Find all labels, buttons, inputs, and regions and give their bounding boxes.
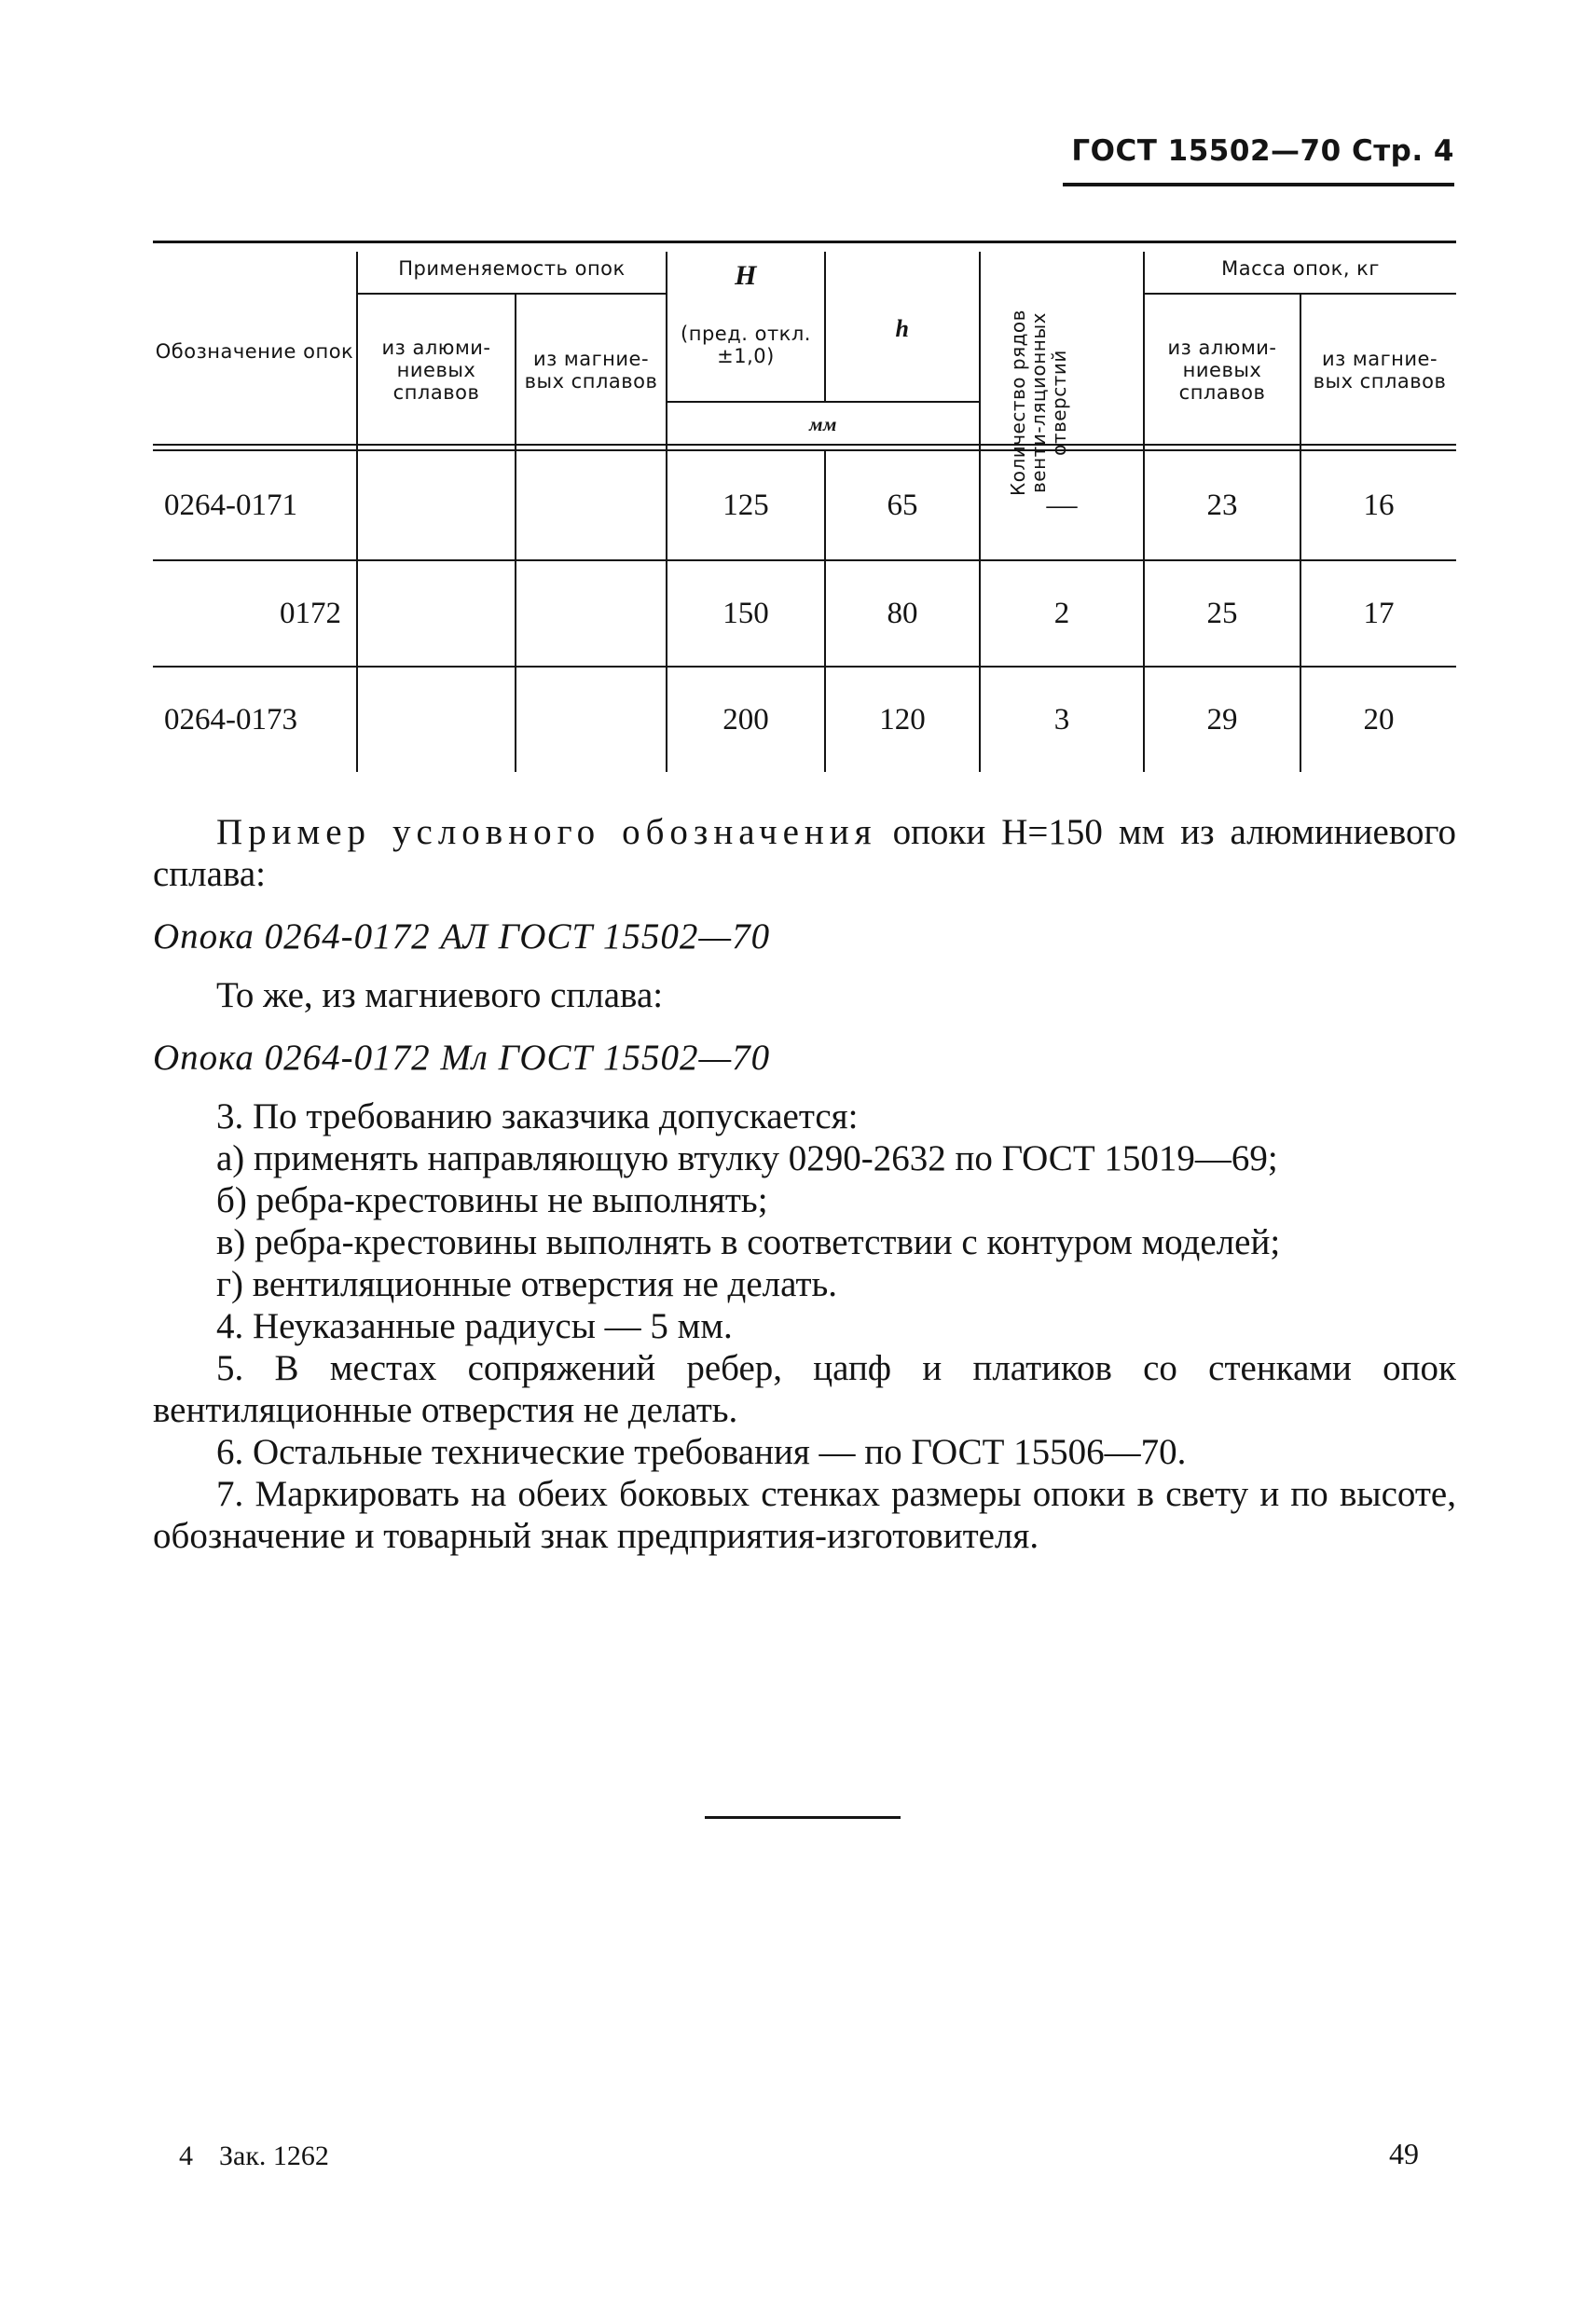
row-2-H: 150 [722, 596, 769, 630]
row-3-designation: 0264-0173 [164, 702, 297, 737]
row-2-mass-mg: 17 [1363, 596, 1395, 630]
header-applicability: Применяемость опок [398, 257, 626, 280]
header-text: ГОСТ 15502—70 Стр. 4 [1071, 134, 1454, 168]
header-mass-mg: из магние-вых сплавов [1313, 348, 1447, 392]
row-2-mass-al: 25 [1206, 596, 1238, 630]
end-rule [705, 1816, 901, 1819]
header-al-alloys: из алюми-ниевых сплавов [381, 337, 491, 404]
spec-table [153, 241, 1456, 772]
sheet-number: 4 [179, 2141, 193, 2171]
col-rule-2 [515, 295, 516, 772]
row-1-H: 125 [722, 488, 769, 522]
example-lead: Пример условного обозначения [216, 812, 877, 852]
example-paragraph [153, 811, 1456, 895]
header-designation: Обозначение опок [155, 340, 354, 363]
row-1-mass-al: 23 [1206, 488, 1238, 522]
item-6: 6. Остальные технические требования — по ГОСТ 15506—70. [216, 1432, 1187, 1472]
page-number: 49 [1389, 2137, 1419, 2170]
header-bottom-rule-1 [153, 444, 1456, 446]
row-3-mass-al: 29 [1206, 702, 1238, 737]
row-1-mass-mg: 16 [1363, 488, 1395, 522]
example-rest: опоки H=150 мм из алюминиевого сплава: [153, 812, 1457, 894]
item-3: 3. По требованию заказчика допускается: [216, 1096, 859, 1136]
row-2-vents: 2 [1053, 596, 1070, 630]
header-h-symbol: h [895, 315, 910, 342]
item-3c: в) ребра-крестовины выполнять в соответствии с контуром моделей; [216, 1222, 1281, 1262]
row-1-vents: — [1046, 488, 1078, 522]
item-5: 5. В местах сопряжений ребер, цапф и платиков со стенками опок вентиляционные отверстия не делать. [153, 1348, 1456, 1430]
item-7: 7. Маркировать на обеих боковых стенках размеры опоки в свету и по высоте, обозначение и товарный знак предприятия-изготовителя. [153, 1474, 1456, 1556]
table-top-rule [153, 241, 1456, 243]
row-3-h: 120 [879, 702, 926, 737]
item-3b: б) ребра-крестовины не выполнять; [216, 1180, 768, 1220]
row-2-designation: 0172 [280, 596, 341, 630]
item-4: 4. Неуказанные радиусы — 5 мм. [216, 1306, 733, 1346]
row-1-h: 65 [887, 488, 918, 522]
footer-left [179, 2141, 355, 2172]
header-bottom-rule-2 [153, 449, 1456, 451]
header-mass-al: из алюми-ниевых сплавов [1167, 337, 1277, 404]
row-3-H: 200 [722, 702, 769, 737]
row-2-h: 80 [887, 596, 918, 630]
unit-rule [666, 401, 979, 403]
header-H-symbol: H [735, 260, 757, 291]
header-mg-alloys: из магние-вых сплавов [524, 348, 658, 392]
page-header [1063, 131, 1454, 190]
row-3-vents: 3 [1053, 702, 1070, 737]
header-mass: Масса опок, кг [1221, 257, 1380, 280]
example-mg-designation: Опока 0264-0172 Мл ГОСТ 15502—70 [153, 1038, 771, 1078]
item-3a: а) применять направляющую втулку 0290-2632 по ГОСТ 15019—69; [216, 1138, 1278, 1178]
body-text [153, 811, 1456, 1557]
row-3-mass-mg: 20 [1363, 702, 1395, 737]
header-rule [1063, 183, 1454, 186]
col-rule-1 [356, 252, 358, 772]
header-H-note: (пред. откл. ±1,0) [681, 323, 811, 367]
header-vent-rows: Количество рядов венти-ляционных отверстий [1007, 310, 1070, 496]
row-1-designation: 0264-0171 [164, 488, 297, 522]
header-unit: мм [809, 413, 837, 435]
item-3d: г) вентиляционные отверстия не делать. [216, 1264, 838, 1304]
order-number: Зак. 1262 [219, 2141, 329, 2171]
applicability-rule [356, 293, 666, 295]
same-mg-paragraph: То же, из магниевого сплава: [216, 975, 664, 1015]
example-al-designation: Опока 0264-0172 АЛ ГОСТ 15502—70 [153, 916, 771, 957]
